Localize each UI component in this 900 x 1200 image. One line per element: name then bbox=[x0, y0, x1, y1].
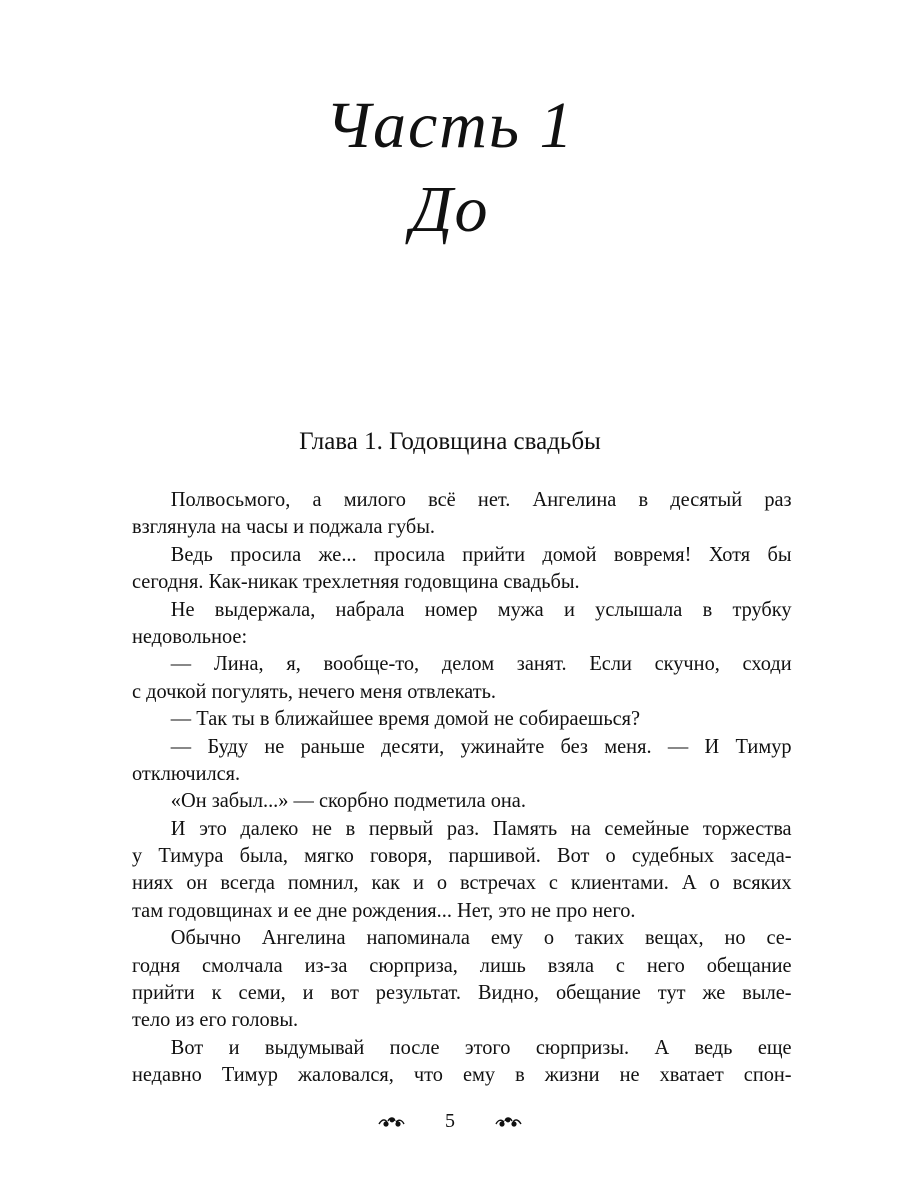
text-line: И это далеко не в первый раз. Память на семейные торжества bbox=[170, 815, 792, 840]
text-line: — Буду не раньше десяти, ужинайте без меня. — И Тимур bbox=[170, 733, 792, 758]
part-title: Часть 1 bbox=[325, 89, 575, 162]
text-line: тело из его головы. bbox=[132, 1007, 299, 1032]
text-line: Обычно Ангелина напоминала ему о таких вещах, но се- bbox=[170, 925, 792, 950]
body-text bbox=[132, 486, 792, 1089]
text-line: Ведь просила же... просила прийти домой вовремя! Хотя бы bbox=[170, 541, 792, 566]
text-line: «Он забыл...» — скорбно подметила она. bbox=[170, 788, 526, 813]
page-footer bbox=[0, 1110, 900, 1133]
text-line: отключился. bbox=[132, 760, 241, 785]
floral-ornament-icon bbox=[494, 1115, 522, 1129]
part-subtitle: До bbox=[410, 173, 490, 246]
text-line: недавно Тимур жаловался, что ему в жизни не хватает спон- bbox=[132, 1062, 792, 1087]
text-line: прийти к семи, и вот результат. Видно, обещание тут же выле- bbox=[132, 980, 792, 1005]
text-line: ниях он всегда помнил, как и о встречах с клиентами. А о всяких bbox=[132, 870, 792, 895]
text-line: Не выдержала, набрала номер мужа и услышала в трубку bbox=[170, 596, 792, 621]
text-line: — Лина, я, вообще-то, делом занят. Если скучно, сходи bbox=[170, 651, 792, 676]
chapter-title: Глава 1. Годовщина свадьбы bbox=[299, 428, 601, 455]
floral-ornament-icon bbox=[378, 1115, 406, 1129]
text-line: с дочкой погулять, нечего меня отвлекать. bbox=[132, 678, 496, 703]
text-line: сегодня. Как-никак трехлетняя годовщина свадьбы. bbox=[132, 569, 580, 594]
text-line: годня смолчала из-за сюрприза, лишь взяла с него обещание bbox=[132, 952, 792, 977]
text-line: Вот и выдумывай после этого сюрпризы. А ведь еще bbox=[170, 1034, 792, 1059]
text-line: Полвосьмого, а милого всё нет. Ангелина в десятый раз bbox=[170, 487, 792, 511]
text-line: у Тимура была, мягко говоря, паршивой. Вот о судебных заседа- bbox=[132, 843, 792, 868]
text-line: недовольное: bbox=[132, 623, 248, 648]
text-line: взглянула на часы и поджала губы. bbox=[132, 514, 436, 539]
text-line: — Так ты в ближайшее время домой не собираешься? bbox=[170, 706, 641, 731]
page-number: 5 bbox=[445, 1110, 455, 1132]
text-line: там годовщинах и ее дне рождения... Нет, это не про него. bbox=[132, 897, 636, 922]
